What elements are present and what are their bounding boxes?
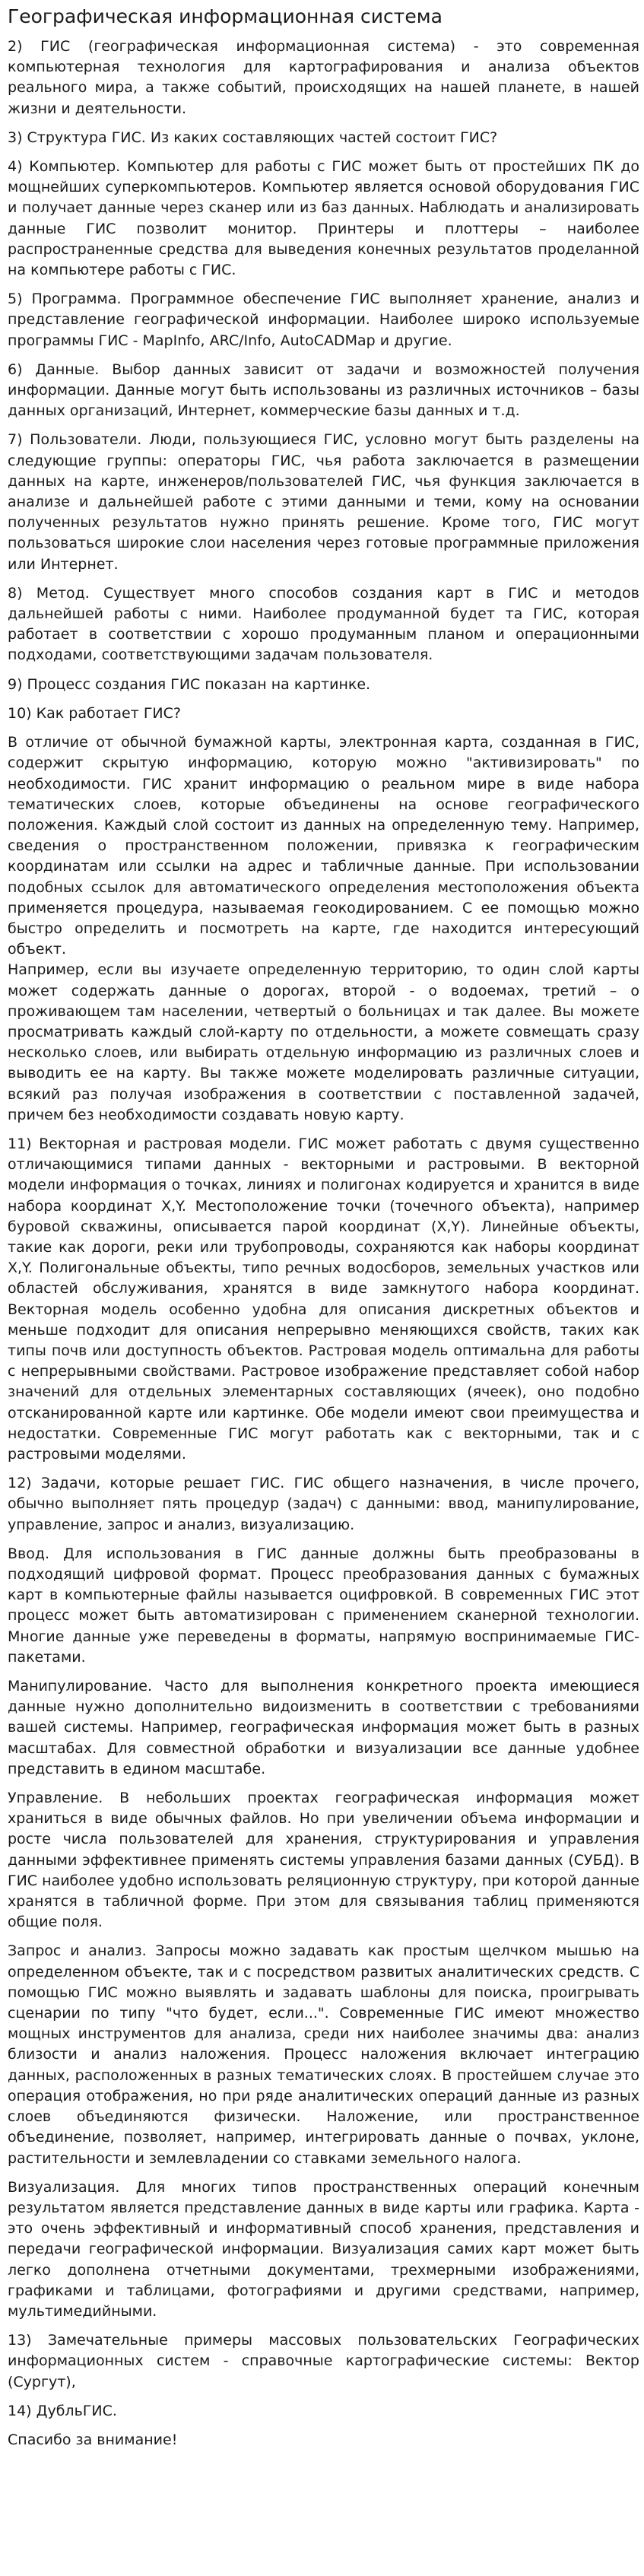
paragraph-users: 7) Пользователи. Люди, пользующиеся ГИС, условно могут быть разделены на следующие группы: операторы ГИС, чья работа заключается в размещении данных на карте, инженеров/пользователей ГИС, чья функция заключается в анализе и дальнейшей работе с этими данными и теми, кому на основании полученных результатов нужно принять решение. Кроме того, ГИС могут пользоваться широкие слои населения через готовые программные приложения или Интернет.	[8, 431, 639, 573]
paragraph-structure: 3) Структура ГИС. Из каких составляющих частей состоит ГИС?	[8, 129, 498, 146]
paragraph-manipulation: Манипулирование. Часто для выполнения конкретного проекта имеющиеся данные нужно дополнительно видоизменить в соответствии с требованиями вашей системы. Например, географическая информация может быть в разных масштабах. Для совместной обработки и визуализации все данные удобнее представить в едином масштабе.	[8, 1678, 639, 1777]
paragraph-vector-raster: 11) Векторная и растровая модели. ГИС может работать с двумя существенно отличающимися типами данных - векторными и растровыми. В векторной модели информация о точках, линиях и полигонах кодируется и хранится в виде набора координат X,Y. Местоположение точки (точечного объекта), например буровой скважины, описывается парой координат (X,Y). Линейные объекты, такие как дороги, реки или трубопроводы, сохраняются как наборы координат X,Y. Полигональные объекты, типо речных водосборов, земельных участков или областей обслуживания, хранятся в виде замкнутого набора координат. Векторная модель особенно удобна для описания дискретных объектов и меньше подходит для описания непрерывно меняющихся свойств, таких как типы почв или доступность объектов. Растровая модель оптимальна для работы с непрерывными свойствами. Растровое изображение представляет собой набор значений для отдельных элементарных составляющих (ячеек), оно подобно отсканированной карте или картинке. Обе модели имеют свои преимущества и недостатки. Современные ГИС могут работать как с векторными, так и с растровыми моделями.	[8, 1135, 639, 1463]
paragraph-data: 6) Данные. Выбор данных зависит от задачи и возможностей получения информации. Данные могут быть использованы из различных источников – базы данных организаций, Интернет, коммерческие базы данных и т.д.	[8, 361, 639, 420]
paragraph-visualization: Визуализация. Для многих типов пространственных операций конечным результатом является представление данных в виде карты или графика. Карта - это очень эффективный и информативный способ хранения, представления и передачи географической информации. Визуализация самих карт может быть легко дополнена отчетными документами, трехмерными изображениями, графиками и таблицами, фотографиями и другими средствами, например, мультимедийными.	[8, 2178, 639, 2320]
paragraph-method: 8) Метод. Существует много способов создания карт в ГИС и методов дальнейшей работы с ними. Наиболее продуманной будет та ГИС, которая работает в соответствии с хорошо продуманным планом и операционными подходами, соответствующими задачам пользователя.	[8, 584, 639, 664]
paragraph-query-analysis: Запрос и анализ. Запросы можно задавать как простым щелчком мышью на определенном объекте, так и с посредством развитых аналитических средств. С помощью ГИС можно выявлять и задавать шаблоны для поиска, проигрывать сценарии по типу "что будет, если...". Современные ГИС имеют множество мощных инструментов для анализа, среди них наиболее значимы два: анализ близости и анализ наложения. Процесс наложения включает интеграцию данных, расположенных в разных тематических слоях. В простейшем случае это операция отображения, но при ряде аналитических операций данные из разных слоев объединяются физически. Наложение, или пространственное объединение, позволяет, например, интегрировать данные о почвах, уклоне, растительности и землевладении со ставками земельного налога.	[8, 1942, 639, 2167]
paragraph-computer: 4) Компьютер. Компьютер для работы с ГИС может быть от простейших ПК до мощнейших суперкомпьютеров. Компьютер является основой оборудования ГИС и получает данные через сканер или из баз данных. Наблюдать и анализировать данные ГИС позволит монитор. Принтеры и плоттеры – наиболее распространенные средства для выведения конечных результатов проделанной на компьютере работы с ГИС.	[8, 158, 639, 279]
paragraph-dublgis: 14) ДубльГИС.	[8, 2402, 117, 2419]
page-title: Географическая информационная система	[8, 5, 443, 27]
paragraph-layers: В отличие от обычной бумажной карты, электронная карта, созданная в ГИС, содержит скрытую информацию, которую можно "активизировать" по необходимости. ГИС хранит информацию о реальном мире в виде набора тематических слоев, которые объединены на основе географического положения. Каждый слой состоит из данных на определенную тему. Например, сведения о пространственном положении, привязка к географическим координатам или ссылки на адрес и табличные данные. При использовании подобных ссылок для автоматического определения местоположения объекта применяется процедура, называемая геокодированием. С ее помощью можно быстро определить и посмотреть на карте, где находится интересующий объект.	[8, 734, 639, 958]
paragraph-input: Ввод. Для использования в ГИС данные должны быть преобразованы в подходящий цифровой формат. Процесс преобразования данных с бумажных карт в компьютерные файлы называется оцифровкой. В современных ГИС этот процесс может быть автоматизирован с применением сканерной технологии. Многие данные уже переведены в форматы, напрямую воспринимаемые ГИС-пакетами.	[8, 1545, 639, 1666]
paragraph-process: 9) Процесс создания ГИС показан на картинке.	[8, 675, 371, 693]
paragraph-management: Управление. В небольших проектах географическая информация может храниться в виде обычных файлов. Но при увеличении объема информации и росте числа пользователей для хранения, структурирования и управления данными эффективнее применять системы управления базами данных (СУБД). В ГИС наиболее удобно использовать реляционную структуру, при которой данные хранятся в табличной форме. При этом для связывания таблиц применяются общие поля.	[8, 1790, 639, 1931]
paragraph-tasks: 12) Задачи, которые решает ГИС. ГИС общего назначения, в числе прочего, обычно выполняет пять процедур (задач) с данными: ввод, манипулирование, управление, запрос и анализ, визуализацию.	[8, 1475, 639, 1533]
paragraph-layers-example: Например, если вы изучаете определенную территорию, то один слой карты может содержать данные о дорогах, второй - о водоемах, третий – о проживающем там населении, четвертый о больницах и так далее. Вы можете просматривать каждый слой-карту по отдельности, а можете совмещать сразу несколько слоев, или выбирать отдельную информацию из различных слоев и выводить ее на карту. Вы также можете моделировать различные ситуации, всякий раз получая изображения в соответствии с поставленной задачей, причем без необходимости создавать новую карту.	[8, 961, 639, 1123]
paragraph-software: 5) Программа. Программное обеспечение ГИС выполняет хранение, анализ и представление географической информации. Наиболее широко используемые программы ГИС - MapInfo, ARC/Info, AutoCADMap и другие.	[8, 291, 639, 349]
paragraph-examples: 13) Замечательные примеры массовых пользовательских Географических информационных систем - справочные картографические системы: Вектор (Сургут),	[8, 2332, 639, 2390]
paragraph-gis-definition: 2) ГИС (географическая информационная система) - это современная компьютерная технология для картографирования и анализа объектов реального мира, а также событий, происходящих на нашей планете, в нашей жизни и деятельности.	[8, 38, 639, 117]
paragraph-thanks: Спасибо за внимание!	[8, 2431, 178, 2448]
paragraph-how-it-works: 10) Как работает ГИС?	[8, 704, 181, 722]
